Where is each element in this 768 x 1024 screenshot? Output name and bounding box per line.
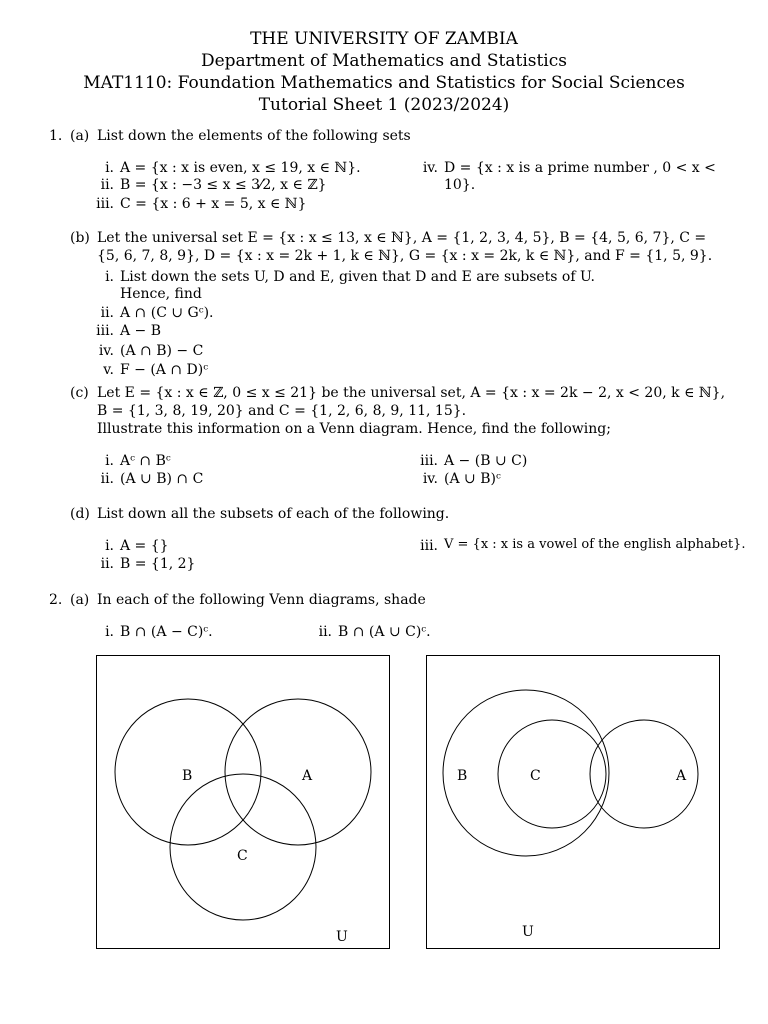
exercise-item-continued: Hence, find: [120, 286, 202, 302]
item-num: iii.: [420, 453, 438, 469]
part-1c-line3: Illustrate this information on a Venn diagram. Hence, find the following;: [97, 421, 611, 437]
part-1b-line2: {5, 6, 7, 8, 9}, D = {x : x = 2k + 1, k ∈ ℕ}, G = {x : x = 2k, k ∈ ℕ}, and F = {1, 5, 9}.: [97, 248, 713, 264]
exercise-item: A ∩ (C ∪ Gᶜ).: [120, 305, 214, 321]
item-num: iv.: [98, 343, 114, 359]
part-1b-line1: Let the universal set E = {x : x ≤ 13, x ∈ ℕ}, A = {1, 2, 3, 4, 5}, B = {4, 5, 6, 7}, C =: [97, 230, 707, 246]
item-num: i.: [105, 624, 114, 640]
set-item: C = {x : 6 + x = 5, x ∈ ℕ}: [120, 196, 307, 212]
universal-label: U: [336, 929, 348, 945]
set-item: A = {x : x is even, x ≤ 19, x ∈ ℕ}.: [120, 160, 361, 176]
item-num: i.: [105, 538, 114, 554]
exercise-item: B = {1, 2}: [120, 556, 196, 572]
item-num: ii.: [100, 556, 114, 572]
item-num: iii.: [420, 538, 438, 554]
part-1a-intro: List down the elements of the following sets: [97, 128, 411, 144]
exercise-item: A − (B ∪ C): [444, 453, 528, 469]
item-num: iv.: [422, 160, 438, 176]
department-name: Department of Mathematics and Statistics: [200, 51, 567, 71]
part-label-1a: (a): [70, 128, 90, 144]
item-num: i.: [105, 160, 114, 176]
exercise-item: (A ∩ B) − C: [120, 343, 204, 359]
exercise-item: Aᶜ ∩ Bᶜ: [120, 453, 171, 469]
part-label-2a: (a): [70, 592, 90, 608]
item-num: ii.: [100, 471, 114, 487]
exercise-item: A = {}: [120, 538, 169, 554]
set-label-a: A: [302, 768, 313, 784]
item-num: ii.: [100, 305, 114, 321]
item-num: v.: [103, 362, 114, 378]
exercise-item: (A ∪ B)ᶜ: [444, 471, 501, 487]
set-item: B = {x : −3 ≤ x ≤ 3⁄2, x ∈ ℤ}: [120, 177, 327, 193]
exercise-item: F − (A ∩ D)ᶜ: [120, 362, 209, 378]
course-title: MAT1110: Foundation Mathematics and Statistics for Social Sciences: [83, 73, 685, 93]
set-label-b: B: [457, 768, 468, 784]
venn-diagram-1: [96, 655, 390, 949]
part-1c-line1: Let E = {x : x ∈ ℤ, 0 ≤ x ≤ 21} be the universal set, A = {x : x = 2k − 2, x < 20, k ∈ ℕ},: [97, 385, 726, 401]
venn-diagram-2: [426, 655, 720, 949]
exercise-item: List down the sets U, D and E, given that D and E are subsets of U.: [120, 269, 595, 285]
item-num: iv.: [422, 471, 438, 487]
set-circle-a: [225, 699, 371, 845]
sheet-title: Tutorial Sheet 1 (2023/2024): [258, 95, 510, 115]
universal-label: U: [522, 924, 534, 940]
set-label-b: B: [182, 768, 193, 784]
item-num: i.: [105, 269, 114, 285]
university-name: THE UNIVERSITY OF ZAMBIA: [250, 29, 518, 49]
part-1c-line2: B = {1, 3, 8, 19, 20} and C = {1, 2, 6, 8, 9, 11, 15}.: [97, 403, 467, 419]
exercise-item: (A ∪ B) ∩ C: [120, 471, 204, 487]
exercise-item: V = {x : x is a vowel of the english alphabet}.: [444, 537, 746, 552]
question-number-2: 2.: [49, 592, 63, 608]
item-num: ii.: [100, 177, 114, 193]
part-label-1b: (b): [70, 230, 90, 246]
item-num: iii.: [96, 323, 114, 339]
question-number-1: 1.: [49, 128, 63, 144]
set-label-c: C: [530, 768, 541, 784]
exercise-item: A − B: [120, 323, 162, 339]
universal-set-box: [97, 656, 390, 949]
part-1d-intro: List down all the subsets of each of the following.: [97, 506, 450, 522]
part-label-1c: (c): [70, 385, 89, 401]
set-circle-b: [443, 690, 609, 856]
exercise-item: B ∩ (A − C)ᶜ.: [120, 624, 213, 640]
set-label-c: C: [237, 848, 248, 864]
set-label-a: A: [676, 768, 687, 784]
item-num: iii.: [96, 196, 114, 212]
part-label-1d: (d): [70, 506, 90, 522]
part-2a-intro: In each of the following Venn diagrams, shade: [97, 592, 426, 608]
universal-set-box: [427, 656, 720, 949]
item-num: i.: [105, 453, 114, 469]
item-num: ii.: [318, 624, 332, 640]
set-item-continued: 10}.: [444, 177, 476, 193]
exercise-item: B ∩ (A ∪ C)ᶜ.: [338, 624, 431, 640]
set-circle-c: [170, 774, 316, 920]
set-item: D = {x : x is a prime number , 0 < x <: [444, 160, 716, 176]
